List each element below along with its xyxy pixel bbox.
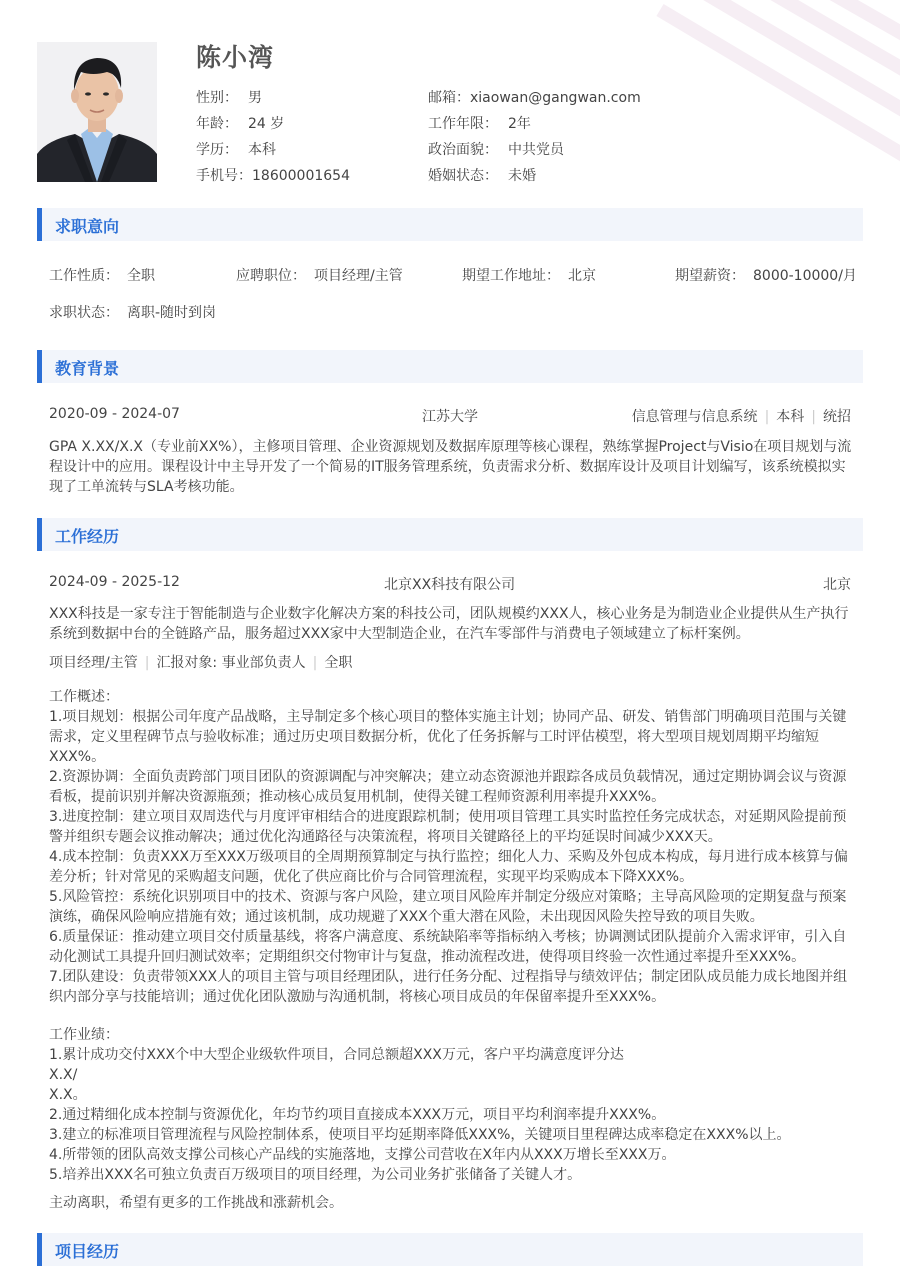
work-achievement: 1.累计成功交付XXX个中大型企业级软件项目，合同总额超XXX万元，客户平均满意度评分达	[49, 1047, 624, 1063]
intent-nature-label: 工作性质：	[49, 268, 119, 284]
politics-label: 政治面貌：	[428, 142, 498, 158]
age-value: 24 岁	[248, 116, 285, 132]
work-achievement: X.X/	[49, 1067, 78, 1083]
work-achievements	[49, 1025, 853, 1185]
work-duty: 4.成本控制：负责XXX万至XXX万级项目的全周期预算制定与执行监控；细化人力、采购及外包成本构成，每月进行成本核算与偏差分析；针对常见的采购超支问题，优化了供应商比价与合同管理流程，实现平均采购成本下降XXX%。	[49, 849, 848, 885]
education-period: 2020-09 - 2024-07	[49, 406, 180, 422]
section-title-work: 工作经历	[55, 527, 120, 546]
phone-value: 18600001654	[252, 168, 350, 184]
work-achievement: 5.培养出XXX名可独立负责百万级项目的项目经理，为公司业务扩张储备了关键人才。	[49, 1167, 582, 1183]
phone-label: 手机号：	[196, 168, 252, 184]
marital-value: 未婚	[508, 168, 536, 184]
intent-position-value: 项目经理/主管	[314, 268, 403, 284]
intent-salary-label: 期望薪资：	[675, 268, 745, 284]
education-description: GPA X.XX/X.X（专业前XX%），主修项目管理、企业资源规划及数据库原理等核心课程，熟练掌握Project与Visio在项目规划与流程设计中的应用。课程设计中主导开发了一个简易的IT服务管理系统，负责需求分析、数据库设计及项目计划编写，该系统模拟实现了工单流转与SLA考核功能。	[49, 439, 852, 495]
work-achievement: 4.所带领的团队高效支撑公司核心产品线的实施落地，支撑公司营收在X年内从XXX万增长至XXX万。	[49, 1147, 676, 1163]
education-label: 学历：	[196, 142, 238, 158]
intent-salary-value: 8000-10000/月	[753, 268, 857, 284]
section-header-intent	[37, 208, 863, 241]
gender-value: 男	[248, 90, 262, 106]
work-period: 2024-09 - 2025-12	[49, 574, 180, 590]
decorative-stripes	[640, 0, 900, 190]
intent-location-label: 期望工作地址：	[462, 268, 560, 284]
education-value: 本科	[248, 142, 276, 158]
section-accent-bar	[37, 208, 42, 241]
info-gender	[196, 87, 262, 107]
work-company-description: XXX科技是一家专注于智能制造与企业数字化解决方案的科技公司，团队规模约XXX人，核心业务是为制造业企业提供从生产执行系统到数据中台的全链路产品，服务超过XXX家中大型制造企业，在汽车零部件与消费电子领域建立了标杆案例。	[49, 606, 849, 642]
politics-value: 中共党员	[508, 142, 564, 158]
info-marital	[428, 165, 536, 185]
section-title-education: 教育背景	[55, 359, 120, 378]
work-type: 全职	[324, 655, 353, 671]
work-duty: 6.质量保证：推动建立项目交付质量基线，将客户满意度、系统缺陷率等指标纳入考核；协调测试团队提前介入需求评审，引入自动化测试工具提升回归测试效率；定期组织交付物审计与复盘，推动流程改进，使得项目终验一次性通过率提升至XXX%。	[49, 929, 847, 965]
intent-location-value: 北京	[568, 268, 596, 284]
gender-label: 性别：	[196, 90, 238, 106]
marital-label: 婚姻状态：	[428, 168, 498, 184]
intent-status-value: 离职-随时到岗	[127, 305, 217, 321]
email-value[interactable]: xiaowan@gangwan.com	[470, 90, 641, 106]
profile-photo	[37, 42, 157, 182]
work-overview	[49, 687, 853, 1007]
years-value: 2年	[508, 116, 531, 132]
info-phone	[196, 165, 350, 185]
section-header-project	[37, 1233, 863, 1266]
work-duty: 2.资源协调：全面负责跨部门项目团队的资源调配与冲突解决；建立动态资源池并跟踪各成员负载情况，通过定期协调会议与资源看板，提前识别并解决资源瓶颈；推动核心成员复用机制，使得关键工程师资源利用率提升XXX%。	[49, 769, 847, 805]
work-role-line: 项目经理/主管 | 汇报对象: 事业部负责人 | 全职	[49, 655, 353, 671]
age-label: 年龄：	[196, 116, 238, 132]
work-achievement: X.X。	[49, 1087, 87, 1103]
section-accent-bar	[37, 350, 42, 383]
years-label: 工作年限：	[428, 116, 498, 132]
education-degree: 本科	[776, 409, 805, 425]
section-accent-bar	[37, 1233, 42, 1266]
work-duty: 3.进度控制：建立项目双周迭代与月度评审相结合的进度跟踪机制；使用项目管理工具实时监控任务完成状态，对延期风险提前预警并组织专题会议推动解决；通过优化沟通路径与决策流程，将项目关键路径上的平均延误时间减少XXX天。	[49, 809, 847, 845]
work-duty: 7.团队建设：负责带领XXX人的项目主管与项目经理团队，进行任务分配、过程指导与绩效评估；制定团队成员能力成长地图并组织内部分享与技能培训；通过优化团队激励与沟通机制，将核心项目成员的年保留率提升至XXX%。	[49, 969, 848, 1005]
info-years	[428, 113, 531, 133]
work-achievement: 3.建立的标准项目管理流程与风险控制体系，使项目平均延期率降低XXX%，关键项目里程碑达成率稳定在XXX%以上。	[49, 1127, 791, 1143]
info-politics	[428, 139, 564, 159]
info-education	[196, 139, 276, 159]
work-achievements-title: 工作业绩：	[49, 1027, 119, 1043]
intent-nature-value: 全职	[127, 268, 155, 284]
section-title-project: 项目经历	[55, 1242, 120, 1261]
work-duty: 1.项目规划：根据公司年度产品战略，主导制定多个核心项目的整体实施主计划；协同产品、研发、销售部门明确项目范围与关键需求，定义里程碑节点与验收标准；通过历史项目数据分析，优化了任务拆解与工时评估模型，将大型项目规划周期平均缩短XXX%。	[49, 709, 847, 765]
work-role: 项目经理/主管	[49, 655, 138, 671]
work-duty: 5.风险管控：系统化识别项目中的技术、资源与客户风险，建立项目风险库并制定分级应对策略；主导高风险项的定期复盘与预案演练，确保风险响应措施有效；通过该机制，成功规避了XXX个重大潜在风险，未出现因风险失控导致的项目失败。	[49, 889, 847, 925]
intent-salary	[675, 265, 857, 285]
section-header-work	[37, 518, 863, 551]
intent-nature	[49, 265, 155, 285]
work-overview-title: 工作概述：	[49, 689, 119, 705]
work-achievement: 2.通过精细化成本控制与资源优化，年均节约项目直接成本XXX万元，项目平均利润率提升XXX%。	[49, 1107, 666, 1123]
section-header-education	[37, 350, 863, 383]
education-admission: 统招	[823, 409, 851, 425]
education-major: 信息管理与信息系统	[631, 409, 758, 425]
work-leave-reason: 主动离职，希望有更多的工作挑战和涨薪机会。	[49, 1195, 343, 1211]
info-email	[428, 87, 641, 107]
intent-status-label: 求职状态：	[49, 305, 119, 321]
info-age	[196, 113, 284, 133]
email-label: 邮箱：	[428, 90, 470, 106]
intent-status	[49, 302, 216, 322]
section-accent-bar	[37, 518, 42, 551]
intent-position	[236, 265, 403, 285]
work-company: 北京XX科技有限公司	[384, 577, 516, 593]
work-report-to: 汇报对象: 事业部负责人	[156, 655, 306, 671]
intent-position-label: 应聘职位：	[236, 268, 306, 284]
work-city: 北京	[823, 577, 851, 593]
education-school: 江苏大学	[422, 409, 478, 425]
section-title-intent: 求职意向	[55, 217, 120, 236]
education-details: 信息管理与信息系统 | 本科 | 统招	[631, 409, 851, 425]
intent-location	[462, 265, 596, 285]
candidate-name: 陈小湾	[196, 43, 275, 72]
